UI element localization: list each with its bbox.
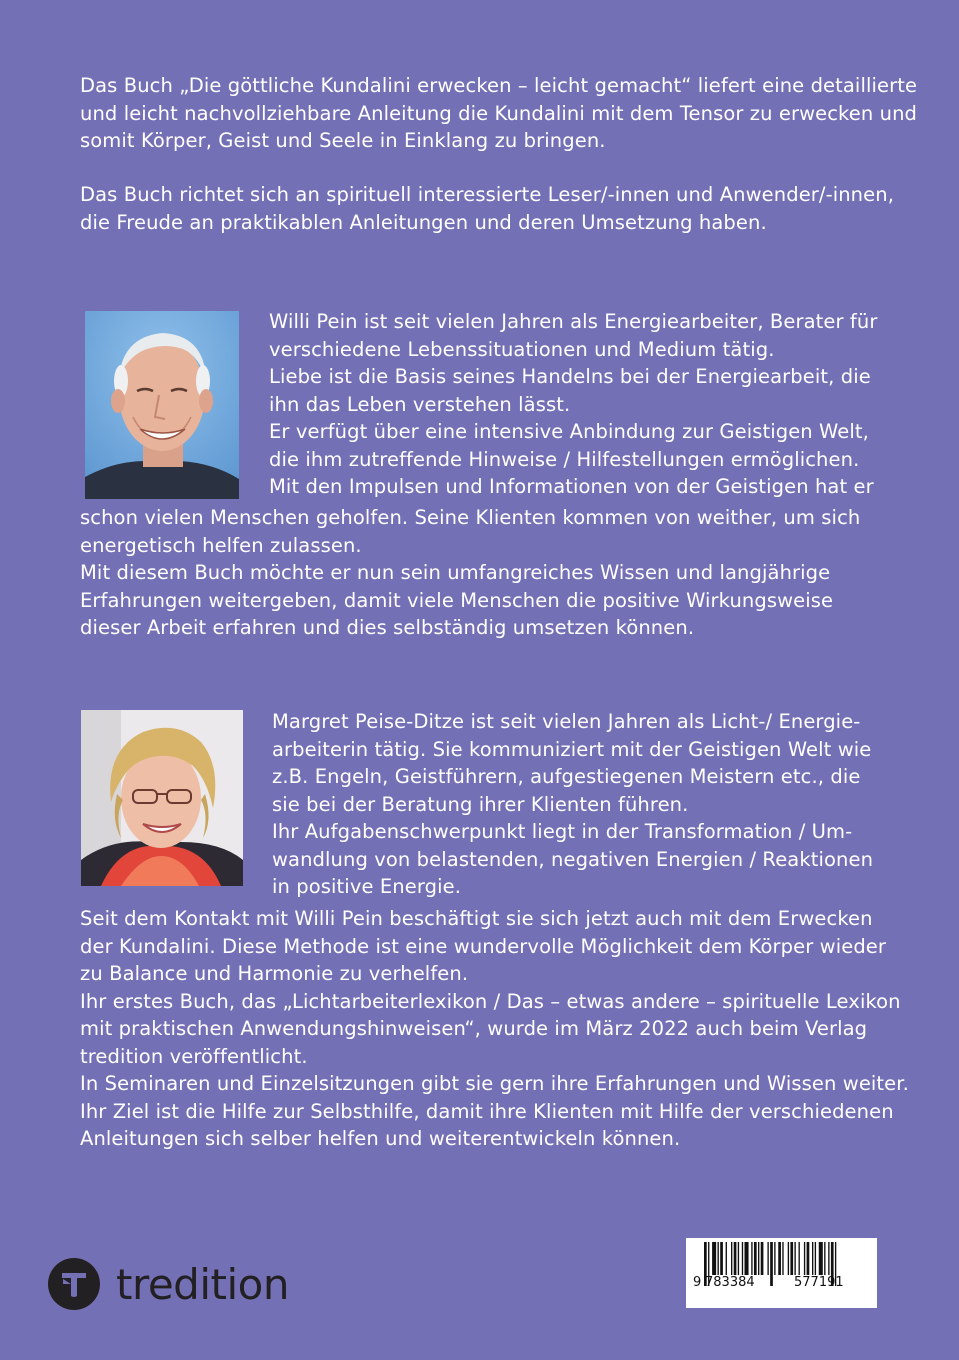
barcode-bar <box>751 1242 752 1275</box>
barcode-bar <box>778 1242 781 1275</box>
willi-bio-full-width <box>80 504 860 642</box>
barcode-bar <box>726 1242 727 1275</box>
text-line: Das Buch richtet sich an spirituell interessierte Leser/-innen und Anwender/-innen, <box>80 183 894 206</box>
text-line: Seit dem Kontakt mit Willi Pein beschäftigt sie sich jetzt auch mit dem Erwecken <box>80 907 873 930</box>
text-line: mit praktischen Anwendungshinweisen“, wurde im März 2022 auch beim Verlag <box>80 1017 868 1040</box>
text-line: die Freude an praktikablen Anleitungen und deren Umsetzung haben. <box>80 210 767 234</box>
tredition-t-icon <box>48 1258 100 1310</box>
text-line: Liebe ist die Basis seines Handelns bei der Energiearbeit, die <box>269 365 871 388</box>
text-line: somit Körper, Geist und Seele in Einklang zu bringen. <box>80 129 606 152</box>
barcode-bar <box>807 1242 810 1275</box>
willi-bio-beside-photo <box>269 308 877 501</box>
text-line: Willi Pein ist seit vielen Jahren als Energiearbeiter, Berater für <box>269 310 878 333</box>
text-line: z.B. Engeln, Geistführern, aufgestiegenen Meistern etc., die <box>272 765 861 788</box>
barcode-bar <box>815 1242 816 1275</box>
barcode-bar <box>767 1242 768 1275</box>
text-line: dieser Arbeit erfahren und dies selbständig umsetzen können. <box>80 616 695 639</box>
margret-bio-beside-photo <box>272 708 873 901</box>
text-line: der Kundalini. Diese Methode ist eine wundervolle Möglichkeit dem Körper wieder <box>80 934 887 958</box>
barcode-bar <box>745 1242 749 1275</box>
barcode-bar <box>824 1242 825 1275</box>
author-photo-willi-pein <box>85 311 239 499</box>
text-line: schon vielen Menschen geholfen. Seine Klienten kommen von weither, um sich <box>80 506 861 529</box>
text-line: Ihr erstes Buch, das „Lichtarbeiterlexikon / Das – etwas andere – spirituelle Lexikon <box>80 989 901 1013</box>
text-line: Er verfügt über eine intensive Anbindung zur Geistigen Welt, <box>269 420 869 443</box>
barcode-digit-first: 9 <box>693 1275 702 1290</box>
barcode-bar <box>731 1242 732 1275</box>
barcode-bar <box>712 1242 716 1275</box>
text-line: Ihr Ziel ist die Hilfe zur Selbsthilfe, damit ihre Klienten mit Hilfe der verschiedenen <box>80 1099 894 1123</box>
intro-paragraph-2 <box>80 181 894 236</box>
text-line: sie bei der Beratung ihrer Klienten führen. <box>272 792 689 816</box>
text-line: wandlung von belastenden, negativen Energien / Reaktionen <box>272 847 874 871</box>
barcode-bar <box>812 1242 813 1275</box>
text-line: Mit den Impulsen und Informationen von der Geistigen hat er <box>269 475 874 498</box>
barcode-bar <box>828 1242 829 1275</box>
barcode-bar <box>788 1242 789 1275</box>
text-line: in positive Energie. <box>272 875 462 898</box>
text-line: und leicht nachvollziehbare Anleitung die Kundalini mit dem Tensor zu erwecken und <box>80 101 918 125</box>
barcode-bar <box>794 1242 795 1275</box>
text-line: Das Buch „Die göttliche Kundalini erwecken – leicht gemacht“ liefert eine detaillierte <box>80 74 918 97</box>
barcode-bar <box>754 1242 757 1275</box>
text-line: energetisch helfen zulassen. <box>80 533 362 557</box>
barcode-bar <box>819 1242 823 1275</box>
barcode-bar <box>799 1242 800 1275</box>
barcode-bar <box>804 1242 805 1275</box>
barcode-bar <box>782 1242 783 1275</box>
intro-paragraph-1 <box>80 72 917 155</box>
text-line: Mit diesem Buch möchte er nun sein umfangreiches Wissen und langjährige <box>80 561 831 584</box>
barcode-digits-left: 783384 <box>705 1275 755 1290</box>
margret-bio-full-width <box>80 905 909 1153</box>
barcode-bars <box>686 1238 877 1308</box>
barcode-bar <box>761 1242 764 1275</box>
text-line: zu Balance und Harmonie zu verhelfen. <box>80 962 469 985</box>
publisher-name: tredition <box>116 1259 289 1309</box>
barcode-bar <box>734 1242 737 1275</box>
barcode-bar <box>774 1242 775 1275</box>
author-photo-margret-peise-ditze <box>81 710 243 886</box>
text-line: verschiedene Lebenssituationen und Medium tätig. <box>269 337 775 361</box>
barcode-digits <box>686 1275 877 1295</box>
publisher-logo <box>48 1256 289 1312</box>
text-line: tredition veröffentlicht. <box>80 1044 308 1068</box>
text-line: Anleitungen sich selber helfen und weiterentwickeln können. <box>80 1127 681 1150</box>
barcode-bar <box>720 1242 723 1275</box>
barcode-bar <box>790 1242 793 1275</box>
barcode-bar <box>738 1242 739 1275</box>
text-line: arbeiterin tätig. Sie kommuniziert mit der Geistigen Welt wie <box>272 737 872 761</box>
text-line: Margret Peise-Ditze ist seit vielen Jahren als Licht-/ Energie- <box>272 710 861 733</box>
text-line: In Seminaren und Einzelsitzungen gibt sie gern ihre Erfahrungen und Wissen weiter. <box>80 1072 909 1095</box>
barcode-bar <box>758 1242 759 1275</box>
isbn-barcode <box>686 1238 877 1308</box>
barcode-bar <box>718 1242 719 1275</box>
text-line: Ihr Aufgabenschwerpunkt liegt in der Transformation / Um- <box>272 820 853 843</box>
text-line: ihn das Leben verstehen lässt. <box>269 392 571 416</box>
text-line: die ihm zutreffende Hinweise / Hilfestellungen ermöglichen. <box>269 447 860 471</box>
text-line: Erfahrungen weitergeben, damit viele Menschen die positive Wirkungsweise <box>80 588 834 612</box>
barcode-digits-right: 577191 <box>794 1275 844 1290</box>
barcode-bar <box>742 1242 743 1275</box>
